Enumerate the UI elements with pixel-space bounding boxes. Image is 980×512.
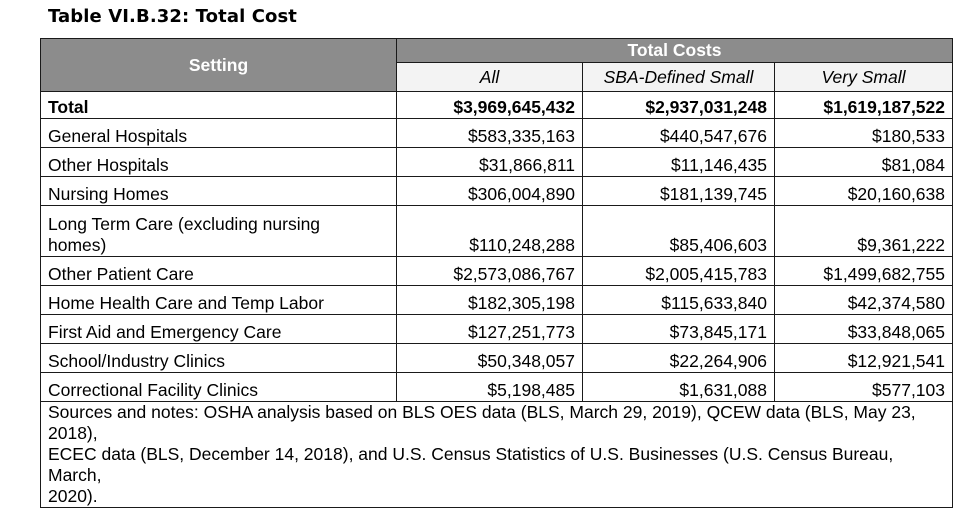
table-caption: Table VI.B.32: Total Cost xyxy=(48,6,298,27)
row-small: $440,547,676 xyxy=(583,119,775,148)
table-row xyxy=(41,257,953,286)
row-setting: General Hospitals xyxy=(41,119,397,148)
row-all: $182,305,198 xyxy=(397,286,583,315)
row-very-small: $81,084 xyxy=(775,148,953,177)
row-all: $306,004,890 xyxy=(397,177,583,206)
row-small: $181,139,745 xyxy=(583,177,775,206)
header-setting: Setting xyxy=(41,39,397,92)
row-small: $11,146,435 xyxy=(583,148,775,177)
row-small: $73,845,171 xyxy=(583,315,775,344)
row-very-small: $33,848,065 xyxy=(775,315,953,344)
row-setting: Other Patient Care xyxy=(41,257,397,286)
header-total-costs: Total Costs xyxy=(397,39,953,63)
sources-notes xyxy=(41,402,953,508)
notes-line2: ECEC data (BLS, December 14, 2018), and U.S. Census Statistics of U.S. Businesses (U.S. Census Bureau, March, xyxy=(48,444,894,485)
row-very-small: $577,103 xyxy=(775,373,953,402)
row-all: $31,866,811 xyxy=(397,148,583,177)
row-setting xyxy=(41,206,397,257)
row-all: $5,198,485 xyxy=(397,373,583,402)
table-row xyxy=(41,119,953,148)
header-all: All xyxy=(397,63,583,92)
row-setting: First Aid and Emergency Care xyxy=(41,315,397,344)
row-very-small: $180,533 xyxy=(775,119,953,148)
table-row xyxy=(41,177,953,206)
row-all: $583,335,163 xyxy=(397,119,583,148)
row-very-small: $1,619,187,522 xyxy=(775,92,953,119)
table-row xyxy=(41,206,953,257)
row-small: $115,633,840 xyxy=(583,286,775,315)
header-sba-defined-small: SBA-Defined Small xyxy=(583,63,775,92)
row-small: $85,406,603 xyxy=(583,206,775,257)
notes-row xyxy=(41,402,953,508)
header-row-top xyxy=(41,39,953,63)
table-row xyxy=(41,286,953,315)
row-setting: School/Industry Clinics xyxy=(41,344,397,373)
row-very-small: $12,921,541 xyxy=(775,344,953,373)
header-very-small: Very Small xyxy=(775,63,953,92)
row-small: $2,937,031,248 xyxy=(583,92,775,119)
row-setting: Home Health Care and Temp Labor xyxy=(41,286,397,315)
row-setting-line1: Long Term Care (excluding nursing xyxy=(48,214,321,234)
row-all: $50,348,057 xyxy=(397,344,583,373)
row-small: $1,631,088 xyxy=(583,373,775,402)
row-all: $110,248,288 xyxy=(397,206,583,257)
row-small: $22,264,906 xyxy=(583,344,775,373)
table-row xyxy=(41,344,953,373)
row-small: $2,005,415,783 xyxy=(583,257,775,286)
row-very-small: $9,361,222 xyxy=(775,206,953,257)
table-row xyxy=(41,315,953,344)
row-setting: Nursing Homes xyxy=(41,177,397,206)
row-setting-line2: homes) xyxy=(48,235,107,255)
table-row xyxy=(41,373,953,402)
row-all: $2,573,086,767 xyxy=(397,257,583,286)
table-row xyxy=(41,148,953,177)
row-setting: Total xyxy=(41,92,397,119)
notes-line1: Sources and notes: OSHA analysis based on BLS OES data (BLS, March 29, 2019), QCEW data (BLS, May 23, 2018), xyxy=(48,402,916,443)
row-very-small: $1,499,682,755 xyxy=(775,257,953,286)
row-all: $3,969,645,432 xyxy=(397,92,583,119)
row-setting: Other Hospitals xyxy=(41,148,397,177)
row-very-small: $20,160,638 xyxy=(775,177,953,206)
table-row-total xyxy=(41,92,953,119)
notes-line3: 2020). xyxy=(48,486,98,506)
total-cost-table xyxy=(40,38,953,508)
row-setting: Correctional Facility Clinics xyxy=(41,373,397,402)
row-very-small: $42,374,580 xyxy=(775,286,953,315)
row-all: $127,251,773 xyxy=(397,315,583,344)
